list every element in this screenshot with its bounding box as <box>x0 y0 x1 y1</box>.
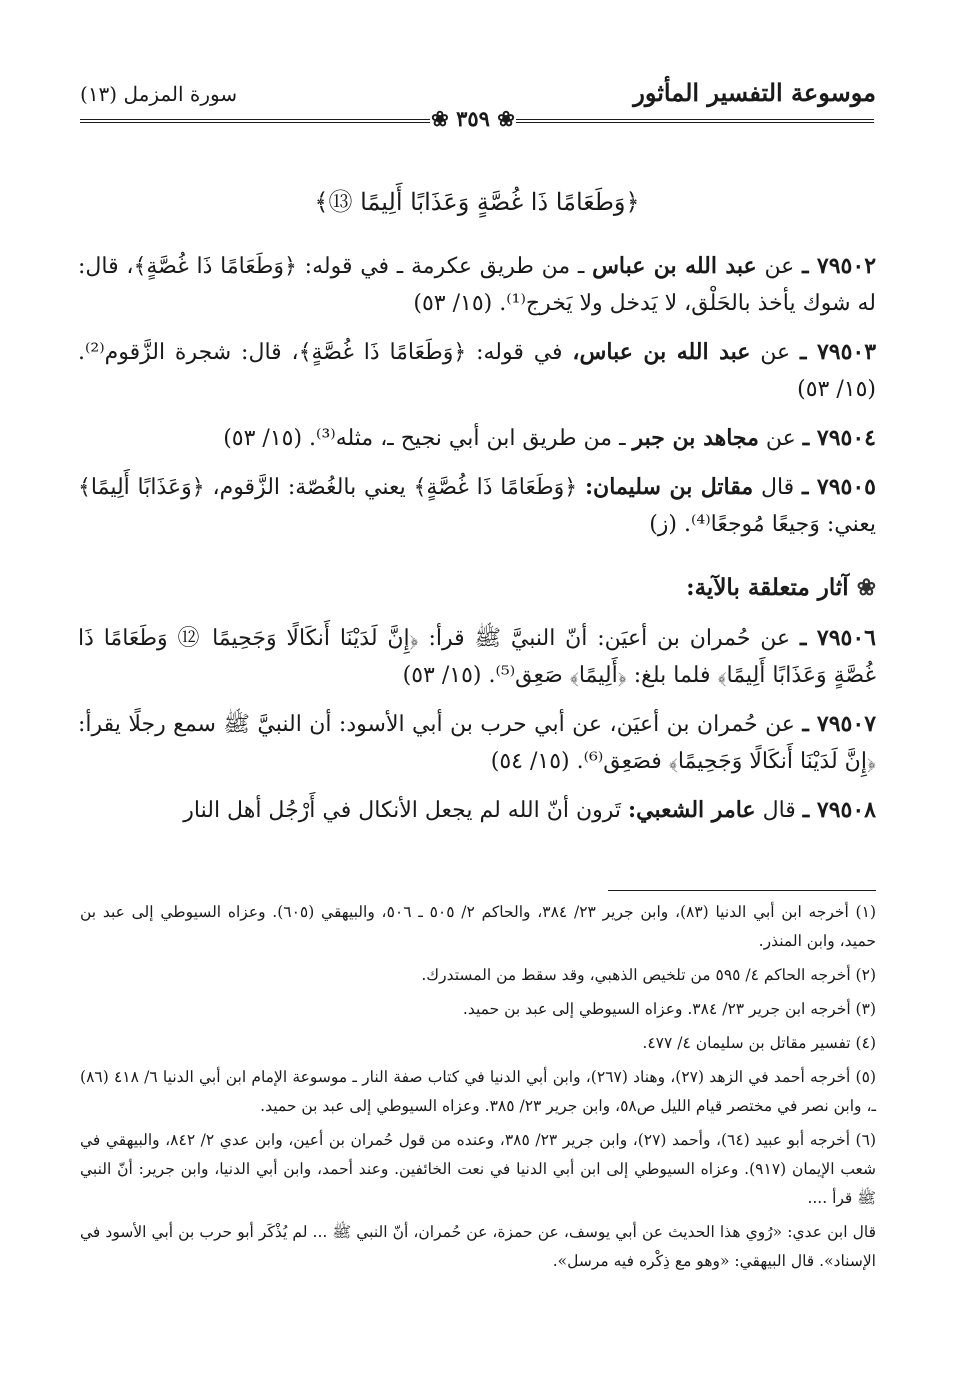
narration-number: ٧٩٥٠٦ ـ <box>799 625 876 651</box>
section-heading <box>78 569 876 606</box>
narration-entry <box>78 706 876 780</box>
main-text <box>78 248 876 841</box>
narration-text: في قوله: ﴿وَطَعَامًا ذَا غُصَّةٍ﴾، قال: شجرة الزَّقوم⁽²⁾. (١٥/ ٥٣) <box>78 340 876 402</box>
narration-text: تَرون أنّ الله لم يجعل الأنكال في أَرْجُل أهل النار <box>183 798 621 823</box>
narration-verb: قال <box>762 798 796 823</box>
ornament-icon: ❀ <box>856 574 876 601</box>
footnotes <box>80 898 876 1281</box>
header-rule-left <box>80 119 430 123</box>
narration-number: ٧٩٥٠٢ ـ <box>802 253 877 279</box>
footnote: (٣) أخرجه ابن جرير ٢٣/ ٣٨٤. وعزاه السيوطي إلى عبد بن حميد. <box>462 1000 876 1018</box>
footnote-rule <box>608 890 876 891</box>
narrator-name: مقاتل بن سليمان: <box>584 474 754 500</box>
footnote: (١) أخرجه ابن أبي الدنيا (٨٣)، وابن جرير ٢٣/ ٣٨٤، والحاكم ٢/ ٥٠٥ ـ ٥٠٦، والبيهقي (٦٠٥). وعزاه السيوطي إلى عبد بن حميد، وابن المنذر. <box>80 903 876 950</box>
narration-entry <box>78 792 876 829</box>
page-number: ٣٥٩ <box>456 106 490 131</box>
narration-entry <box>78 620 876 694</box>
narration-verb: عن <box>764 254 795 279</box>
narration-entry <box>78 469 876 543</box>
narration-verb: قال <box>760 475 795 500</box>
narrator-name: عامر الشعبي: <box>628 797 756 823</box>
narrator-name: عبد الله بن عباس، <box>572 339 751 365</box>
narrator-name: عبد الله بن عباس <box>592 253 757 279</box>
ayah-heading: ﴿وَطَعَامًا ذَا غُصَّةٍ وَعَذَابًا أَلِيمًا ⑬﴾ <box>314 188 640 216</box>
narration-number: ٧٩٥٠٥ ـ <box>802 474 876 500</box>
narration-entry <box>78 420 876 457</box>
narration-number: ٧٩٥٠٧ ـ <box>802 711 877 737</box>
narration-entry <box>78 334 876 408</box>
narrator-name: مجاهد بن جبر <box>632 425 759 451</box>
narration-text: ﴿وَطَعَامًا ذَا غُصَّةٍ﴾ يعني بالغُصّة: الزَّقوم، ﴿وَعَذَابًا أَلِيمًا﴾ يعني: وَجيعًا مُوجعًا⁽⁴⁾. (ز) <box>78 475 876 537</box>
narration-text: عن حُمران بن أعيَن، عن أبي حرب بن أبي الأسود: أن النبيَّ ﷺ سمع رجلًا يقرأ: ﴿إِنَّ لَدَيْنَا أَنكَالًا وَجَحِيمًا﴾ فصَعِق⁽⁶⁾. (١٥/ ٥٤) <box>78 712 876 774</box>
narration-entry <box>78 248 876 322</box>
footnote: (٥) أخرجه أحمد في الزهد (٢٧)، وهناد (٢٦٧)، وابن أبي الدنيا في كتاب صفة النار ـ موسوعة الإمام ابن أبي الدنيا ٦/ ٤١٨ (٨٦) ـ، وابن نصر في مختصر قيام الليل ص٥٨، وابن جرير ٢٣/ ٣٨٥. وعزاه السيوطي إلى عبد بن حميد. <box>80 1068 876 1115</box>
ornament-icon: ❀ <box>431 106 449 131</box>
narration-number: ٧٩٥٠٨ ـ <box>802 797 876 823</box>
section-heading-text: آثار متعلقة بالآية: <box>686 574 849 601</box>
ornament-icon: ❀ <box>497 106 515 131</box>
surah-label: سورة المزمل (١٣) <box>80 82 238 106</box>
header-rule-right <box>516 119 874 123</box>
narration-number: ٧٩٥٠٣ ـ <box>799 339 877 365</box>
narration-number: ٧٩٥٠٤ ـ <box>802 425 876 451</box>
footnote: قال ابن عدي: «رُوي هذا الحديث عن أبي يوسف، عن حمزة، عن حُمران، أنّ النبي ﷺ ... لم يُذْكَر أبو حرب بن أبي الأسود في الإسناد». قال البيهقي: «وهو مع ذِكْره فيه مرسل». <box>80 1223 876 1270</box>
narration-text: ـ من طريق عكرمة ـ في قوله: ﴿وَطَعَامًا ذَا غُصَّةٍ﴾، قال: له شوك يأخذ بالحَلْق، لا يَدخل ولا يَخرج⁽¹⁾. (١٥/ ٥٣) <box>78 254 876 316</box>
footnote: (٦) أخرجه أبو عبيد (٦٤)، وأحمد (٢٧)، وابن جرير ٢٣/ ٣٨٥، وعنده من قول حُمران بن أعين، وابن عدي ٢/ ٨٤٢، والبيهقي في شعب الإيمان (٩١٧). وعزاه السيوطي إلى ابن أبي الدنيا في نعت الخائفين. وعند أحمد، وابن أبي الدنيا، وابن جرير: أنّ النبي ﷺ قرأ .... <box>80 1131 876 1207</box>
footnote: (٤) تفسير مقاتل بن سليمان ٤/ ٤٧٧. <box>642 1034 876 1052</box>
book-title: موسوعة التفسير المأثور <box>633 78 876 107</box>
narration-verb: عن <box>760 340 791 365</box>
footnote: (٢) أخرجه الحاكم ٤/ ٥٩٥ من تلخيص الذهبي، وقد سقط من المستدرك. <box>421 966 876 984</box>
narration-text: ـ من طريق ابن أبي نجيح ـ، مثله⁽³⁾. (١٥/ ٥٣) <box>223 426 626 451</box>
page-number-block <box>430 106 516 131</box>
narration-verb: عن <box>765 426 796 451</box>
narration-text: عن حُمران بن أعيَن: أنّ النبيَّ ﷺ قرأ: ﴿إِنَّ لَدَيْنَا أَنكَالًا وَجَحِيمًا ⑫ وَطَعَامًا ذَا غُصَّةٍ وَعَذَابًا أَلِيمًا﴾ فلما بلغ: ﴿أَلِيمًا﴾ صَعِق⁽⁵⁾. (١٥/ ٥٣) <box>78 626 876 688</box>
